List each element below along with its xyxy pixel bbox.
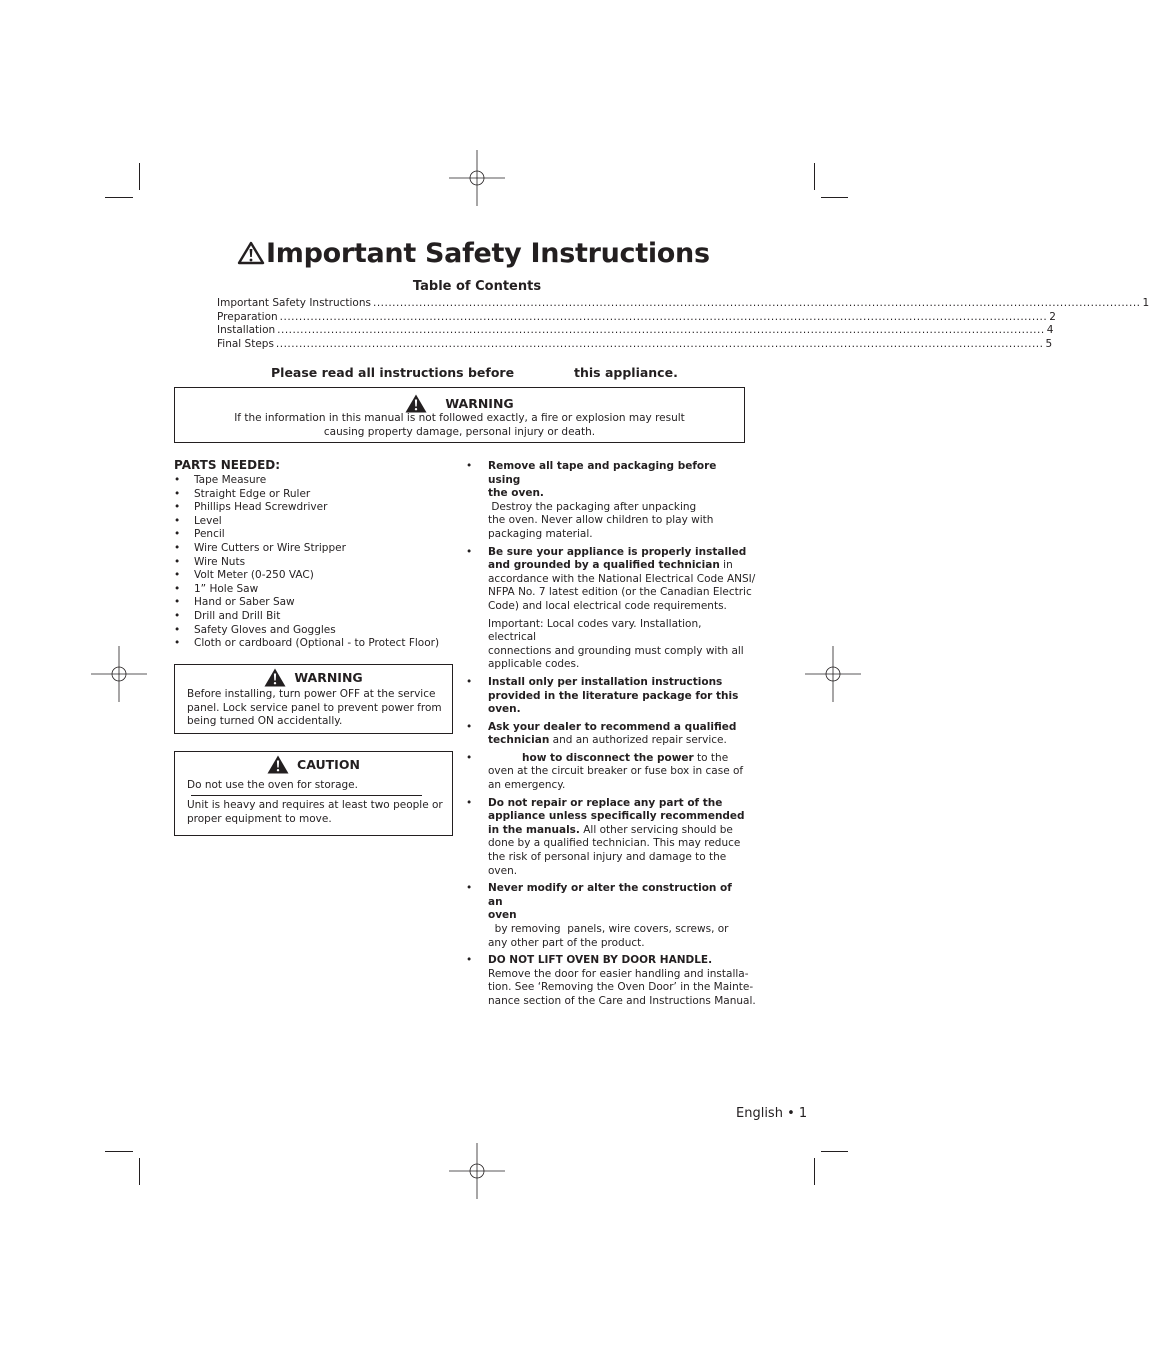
instruction-line [488,824,748,838]
instruction-line [488,528,748,542]
toc-page: 1 [1142,297,1149,309]
instruction-text: by removing panels, wire covers, screws, or [488,923,729,935]
toc-row [217,338,1053,352]
list-item: • Level [174,515,439,529]
toc-label: Important Safety Instructions [217,297,371,309]
instruction-line: Important: Local codes vary. Installation, electrical [488,617,702,644]
warning-line: Before installing, turn power OFF at the service [187,688,436,700]
caution-heading-text: CAUTION [297,757,360,772]
caution-divider [191,795,422,796]
instruction-text: nance section of the Care and Instructions Manual. [488,994,756,1007]
instruction-text: accordance with the National Electrical Code ANSI/ [488,572,756,585]
instruction-text: the risk of personal injury and damage to the [488,851,727,864]
instruction-bold-text: Remove all tape and packaging before using [488,460,717,486]
bullet: • [466,954,473,967]
list-item: • 1” Hole Saw [174,583,439,597]
instruction-bold-text: oven. [488,703,521,716]
instruction-bold-text: Never modify or alter the construction of an [488,882,732,908]
instruction-line [488,690,748,704]
instruction-line [488,559,748,573]
instruction-text: to the [693,751,729,764]
list-item: • Tape Measure [174,474,439,488]
toc-page: 2 [1049,310,1056,323]
instruction-line [488,734,748,748]
instruction-bold-text: the oven. [488,487,544,500]
instruction-bold-text: Ask your dealer to recommend a qualified [488,720,737,733]
registration-mark-icon [91,646,147,702]
instruction-line: connections and grounding must comply with all [488,644,744,657]
instruction-bold-text: provided in the literature package for this [488,689,739,702]
instruction-text: Remove the door for easier handling and installa- [488,967,749,980]
list-item: • Drill and Drill Bit [174,610,439,624]
registration-mark-icon [449,1143,505,1199]
instruction-bold-text: DO NOT LIFT OVEN BY DOOR HANDLE. [488,954,713,967]
instruction-bold-text: how to disconnect the power [522,751,694,764]
registration-mark-icon [805,646,861,702]
instruction-text: an emergency. [488,779,566,792]
instruction-line [488,460,748,487]
toc-label: Installation [217,324,276,337]
instruction-line [488,837,748,851]
bullet: • [466,545,473,558]
instruction-item [466,954,756,1008]
bullet: • [466,796,473,809]
instruction-line [488,968,748,982]
instruction-text: any other part of the product. [488,936,645,949]
toc-row [217,297,1149,311]
instruction-text: in [719,559,733,572]
list-item: • Safety Gloves and Goggles [174,624,439,638]
instruction-item [466,545,756,672]
instruction-line [488,810,748,824]
bullet: • [466,751,473,764]
list-item: • Straight Edge or Ruler [174,488,439,502]
caution-line: proper equipment to move. [187,812,332,825]
instruction-line [488,954,748,968]
power-warning-box [174,664,453,734]
warning-triangle-icon [264,668,286,687]
instruction-text: Destroy the packaging after unpacking [488,500,697,513]
warning-triangle-icon [267,755,289,774]
instruction-item [466,752,748,793]
bullet: • [466,460,473,472]
toc-row [217,324,1054,338]
warning-line: being turned ON accidentally. [187,715,343,728]
crop-mark [821,197,848,198]
instruction-line [488,703,748,717]
caution-line: Unit is heavy and requires at least two people or [187,799,443,811]
toc-leader: ........................................................................................................................................................................................................ [275,338,1044,351]
toc-leader: ........................................................................................................................................................................................................ [279,310,1048,323]
page-title [238,238,710,269]
list-item: • Volt Meter (0-250 VAC) [174,569,439,583]
warning-line: causing property damage, personal injury or death. [323,425,596,438]
instruction-line [488,586,752,600]
toc-leader: ........................................................................................................................................................................................................ [277,324,1045,337]
crop-mark [814,163,815,190]
instruction-bold-text: technician [488,734,550,747]
instruction-line [488,765,748,779]
fire-explosion-warning-box [174,387,745,443]
warning-body [175,412,744,439]
toc-page: 4 [1046,324,1054,337]
instruction-line [488,676,748,690]
instruction-line [488,994,756,1009]
crop-mark [105,1151,133,1152]
list-item: • Wire Nuts [174,556,439,570]
crop-mark [139,1158,140,1185]
list-item: • Phillips Head Screwdriver [174,501,439,515]
crop-mark [139,163,140,190]
caution-body [187,799,443,826]
list-item: • Pencil [174,528,439,542]
crop-mark [814,1158,815,1185]
instruction-bold-text: Do not repair or replace any part of the [488,796,723,809]
toc-row [217,310,1056,325]
instruction-line [488,572,756,587]
registration-mark-icon [449,150,505,206]
instruction-bold-text: Install only per installation instructions [488,675,723,688]
bullet: • [466,882,473,895]
instruction-text: oven. [488,864,518,877]
instruction-item [466,721,748,748]
instruction-line: applicable codes. [488,658,580,671]
warning-line: If the information in this manual is not followed exactly, a fire or explosion may result [234,412,685,424]
instruction-text: and an authorized repair service. [549,734,727,747]
page-title-text: Important Safety Instructions [266,238,710,269]
warning-heading [175,668,452,687]
instruction-bold-text: appliance unless specifically recommended [488,810,745,823]
instruction-bold-text: and grounded by a qualified technician [488,559,720,572]
warning-heading-text: WARNING [445,396,514,411]
toc-heading: Table of Contents [412,279,542,294]
caution-heading [175,755,452,774]
caution-box [174,751,453,836]
instruction-line [488,851,748,865]
warning-triangle-icon [238,242,264,264]
bullet: • [466,720,473,733]
instruction-text: oven at the circuit breaker or fuse box in case of [488,765,744,778]
bullet: • [466,675,473,688]
instruction-line [488,752,748,766]
instruction-line [488,981,754,995]
instruction-line [488,865,748,879]
instruction-text: done by a qualified technician. This may reduce [488,837,741,850]
instruction-item [466,676,748,717]
instruction-line [488,937,748,951]
toc-leader: ........................................................................................................................................................................................................ [372,297,1141,309]
crop-mark [105,197,133,198]
instruction-item [466,460,748,542]
instruction-line [488,546,748,560]
instruction-text: packaging material. [488,527,593,540]
page-footer: English • 1 [736,1106,808,1121]
instruction-line [488,487,748,514]
instruction-line [488,779,748,793]
instruction-bold-text: in the manuals. [488,823,580,836]
warning-triangle-icon [405,394,427,413]
toc-label: Final Steps [217,338,274,351]
instruction-line [488,514,748,528]
parts-list [174,474,439,651]
parts-needed-heading: PARTS NEEDED: [174,458,281,472]
instruction-line [488,600,748,614]
warning-heading-text: WARNING [294,670,363,685]
instruction-text: the oven. Never allow children to play with [488,514,714,527]
list-item: • Cloth or cardboard (Optional - to Protect Floor) [174,637,439,651]
instruction-line [488,721,748,735]
warning-heading [175,394,744,413]
instruction-text: tion. See ‘Removing the Oven Door’ in the Mainte- [488,981,754,994]
instruction-text: Code) and local electrical code requirements. [488,599,727,612]
instruction-line [488,909,748,936]
read-notice-right: this appliance. [574,365,678,380]
power-warning-body [187,688,442,729]
instruction-item [466,797,748,879]
instruction-bold-text: Be sure your appliance is properly installed [488,545,747,558]
safety-instructions-list [466,460,756,1013]
caution-line: Do not use the oven for storage. [187,779,358,791]
read-notice-left: Please read all instructions before [271,365,515,380]
list-item: • Hand or Saber Saw [174,596,439,610]
toc-label: Preparation [217,310,278,323]
list-item: • Wire Cutters or Wire Stripper [174,542,439,556]
crop-mark [821,1151,848,1152]
instruction-bold-text: oven [488,909,517,922]
instruction-line [488,882,748,909]
instruction-line [488,797,748,811]
instruction-text: NFPA No. 7 latest edition (or the Canadian Electric [488,586,752,599]
instruction-item [466,882,748,950]
warning-line: panel. Lock service panel to prevent power from [187,701,442,714]
instruction-text: All other servicing should be [579,823,733,836]
toc-page: 5 [1045,338,1053,351]
